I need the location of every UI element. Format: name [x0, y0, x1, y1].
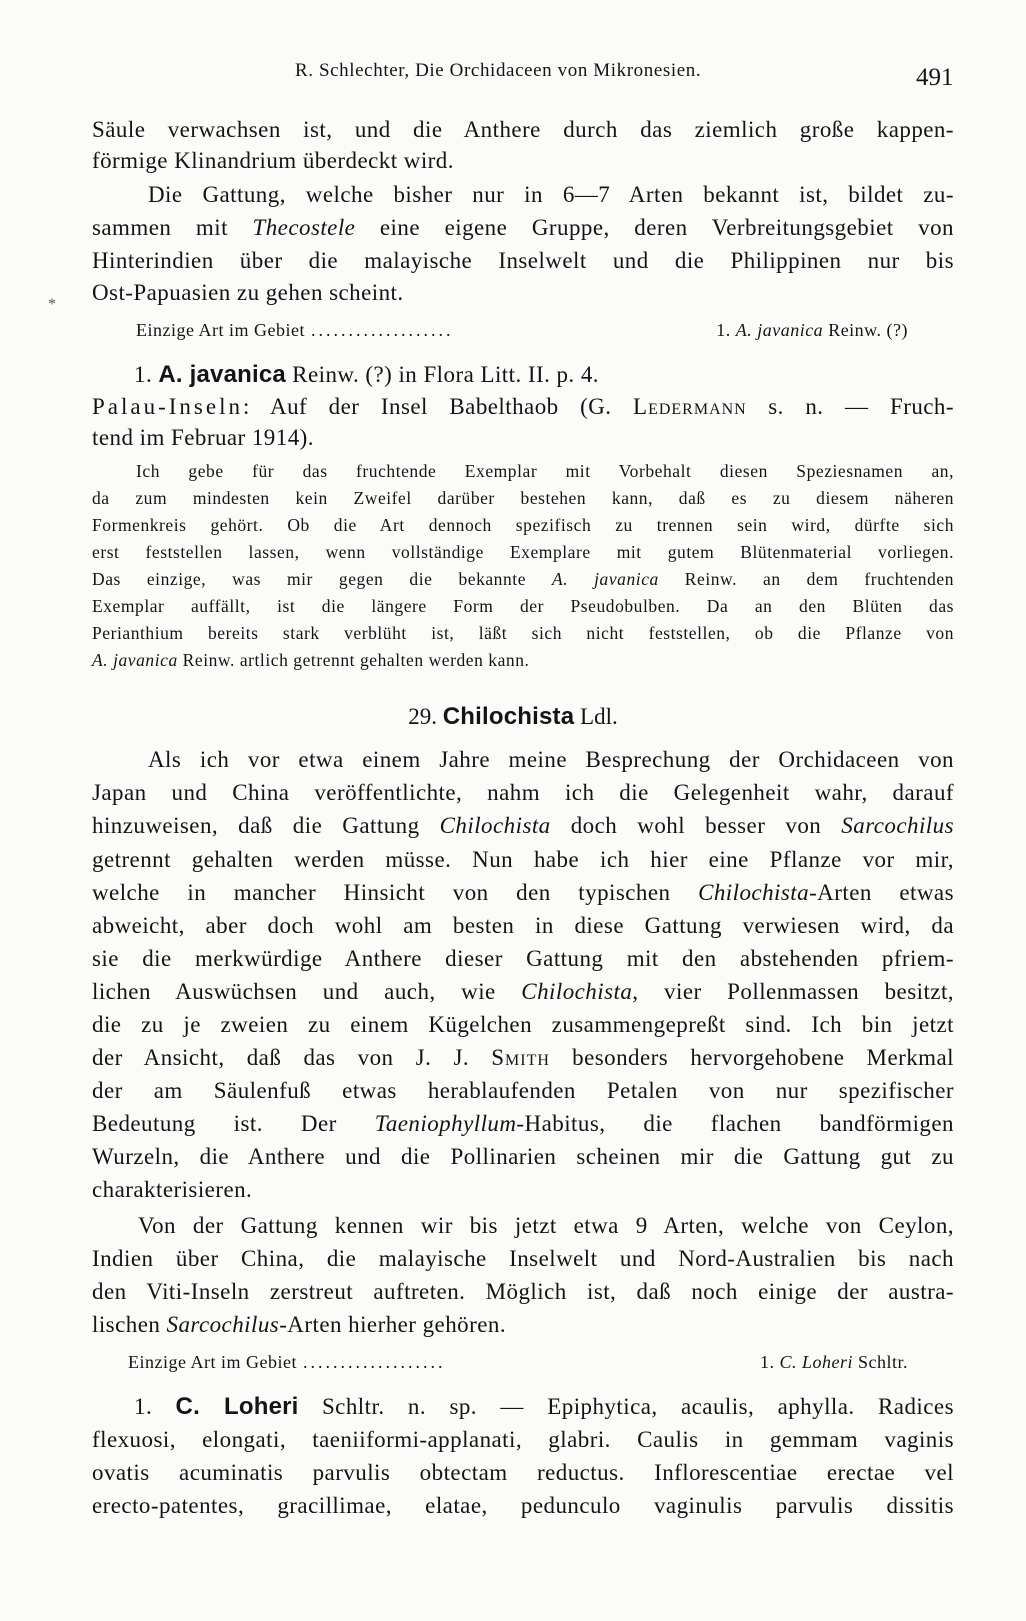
genus-heading: Chilochista: [442, 703, 575, 730]
text-line: Als ich vor etwa einem Jahre meine Besprechung der Orchidaceen von: [148, 747, 954, 772]
key-label: Einzige Art im Gebiet: [128, 1352, 297, 1372]
text-line: lichen Auswüchsen und auch, wie Chilochista, vier Pollenmassen besitzt,: [92, 979, 954, 1004]
section-heading: 29. Chilochista Ldl.: [408, 703, 618, 730]
collector-name: Ledermann: [633, 394, 747, 419]
text-line: getrennt gehalten werden müsse. Nun habe ich hier eine Pflanze vor mir,: [92, 847, 954, 872]
text-line: erecto-patentes, gracillimae, elatae, pedunculo vaginulis parvulis dissitis: [92, 1493, 954, 1518]
text-line: Die Gattung, welche bisher nur in 6—7 Arten bekannt ist, bildet zu-: [148, 182, 954, 207]
text-line: tend im Februar 1914).: [92, 425, 314, 450]
text-line: Japan und China veröffentlichte, nahm ich die Gelegenheit wahr, darauf: [92, 780, 954, 805]
species-name: C. Loheri: [175, 1393, 299, 1420]
text-line: welche in mancher Hinsicht von den typischen Chilochista-Arten etwas: [92, 880, 954, 905]
key-entry: 1. C. Loheri Schltr.: [759, 1352, 908, 1372]
text-line: Hinterindien über die malayische Inselwelt und die Philippinen nur bis: [92, 248, 954, 273]
text-line: abweicht, aber doch wohl am besten in diese Gattung verwiesen wird, da: [92, 913, 954, 938]
note-line: da zum mindesten kein Zweifel darüber bestehen kann, daß es zu diesem näheren: [92, 488, 954, 508]
species-heading: 1. C. Loheri Schltr. n. sp. — Epiphytica, acaulis, aphylla. Radices: [134, 1393, 954, 1420]
text-line: flexuosi, elongati, taeniiformi-applanati, glabri. Caulis in gemmam vaginis: [92, 1427, 954, 1452]
species-key: [136, 320, 908, 341]
note-line: Perianthium bereits stark verblüht ist, läßt sich nicht feststellen, ob die Pflanze von: [92, 623, 954, 643]
text-line: der am Säulenfuß etwas herablaufenden Petalen von nur spezifischer: [92, 1078, 954, 1103]
note-line: Ich gebe für das fruchtende Exemplar mit Vorbehalt diesen Speziesnamen an,: [136, 461, 954, 481]
text-line: Indien über China, die malayische Inselwelt und Nord-Australien bis nach: [92, 1246, 954, 1271]
page-number: 491: [916, 64, 954, 91]
note-line: Exemplar auffällt, ist die längere Form der Pseudobulben. Da an den Blüten das: [92, 596, 954, 616]
running-header: R. Schlechter, Die Orchidaceen von Mikronesien.: [295, 60, 702, 81]
text-line: lischen Sarcochilus-Arten hierher gehören.: [92, 1312, 507, 1337]
key-entry: 1. A. javanica Reinw. (?): [716, 320, 908, 340]
genus-name: Thecostele: [252, 215, 356, 240]
locality-label: Palau-Inseln: [92, 394, 243, 419]
text-line: die zu je zweien zu einem Kügelchen zusammengepreßt sind. Ich bin jetzt: [92, 1012, 954, 1037]
note-line: Das einzige, was mir gegen die bekannte A. javanica Reinw. an dem fruchtenden: [92, 569, 954, 589]
text-line: Säule verwachsen ist, und die Anthere durch das ziemlich große kappen-: [92, 117, 954, 142]
text-line: den Viti-Inseln zerstreut auftreten. Möglich ist, daß noch einige der austra-: [92, 1279, 954, 1304]
text-line: hinzuweisen, daß die Gattung Chilochista doch wohl besser von Sarcochilus: [92, 813, 954, 838]
note-line: erst feststellen lassen, wenn vollständige Exemplare mit gutem Blütenmaterial vorliegen.: [92, 542, 954, 562]
margin-mark: *: [48, 296, 56, 313]
text-line: ovatis acuminatis parvulis obtectam reductus. Inflorescentiae erectae vel: [92, 1460, 954, 1485]
note-line: A. javanica Reinw. artlich getrennt gehalten werden kann.: [92, 650, 530, 670]
leader-dots: ...................: [302, 1352, 446, 1372]
text-line: Wurzeln, die Anthere und die Pollinarien scheinen mir die Gattung gut zu: [92, 1144, 954, 1169]
text-line: sammen mit Thecostele eine eigene Gruppe, deren Verbreitungsgebiet von: [92, 215, 954, 240]
text-line: charakterisieren.: [92, 1177, 253, 1202]
text-line: sie die merkwürdige Anthere dieser Gattung mit den abstehenden pfriem-: [92, 946, 954, 971]
leader-dots: ...................: [310, 320, 454, 340]
text-line: der Ansicht, daß das von J. J. Smith besonders hervorgehobene Merkmal: [92, 1045, 955, 1070]
text-line: Palau-Inseln: Auf der Insel Babelthaob (G. Ledermann s. n. — Fruch-: [92, 394, 954, 419]
text-line: Von der Gattung kennen wir bis jetzt etwa 9 Arten, welche von Ceylon,: [138, 1213, 954, 1238]
key-label: Einzige Art im Gebiet: [136, 320, 305, 340]
text-line: förmige Klinandrium überdeckt wird.: [92, 148, 454, 173]
note-line: Formenkreis gehört. Ob die Art dennoch spezifisch zu trennen sein wird, dürfte sich: [92, 515, 954, 535]
species-heading: 1. A. javanica Reinw. (?) in Flora Litt. II. p. 4.: [134, 361, 599, 388]
text-line: Ost-Papuasien zu gehen scheint.: [92, 280, 404, 305]
text-line: Bedeutung ist. Der Taeniophyllum-Habitus, die flachen bandförmigen: [92, 1111, 954, 1136]
species-name: A. javanica: [158, 361, 286, 388]
species-key: [128, 1352, 908, 1373]
